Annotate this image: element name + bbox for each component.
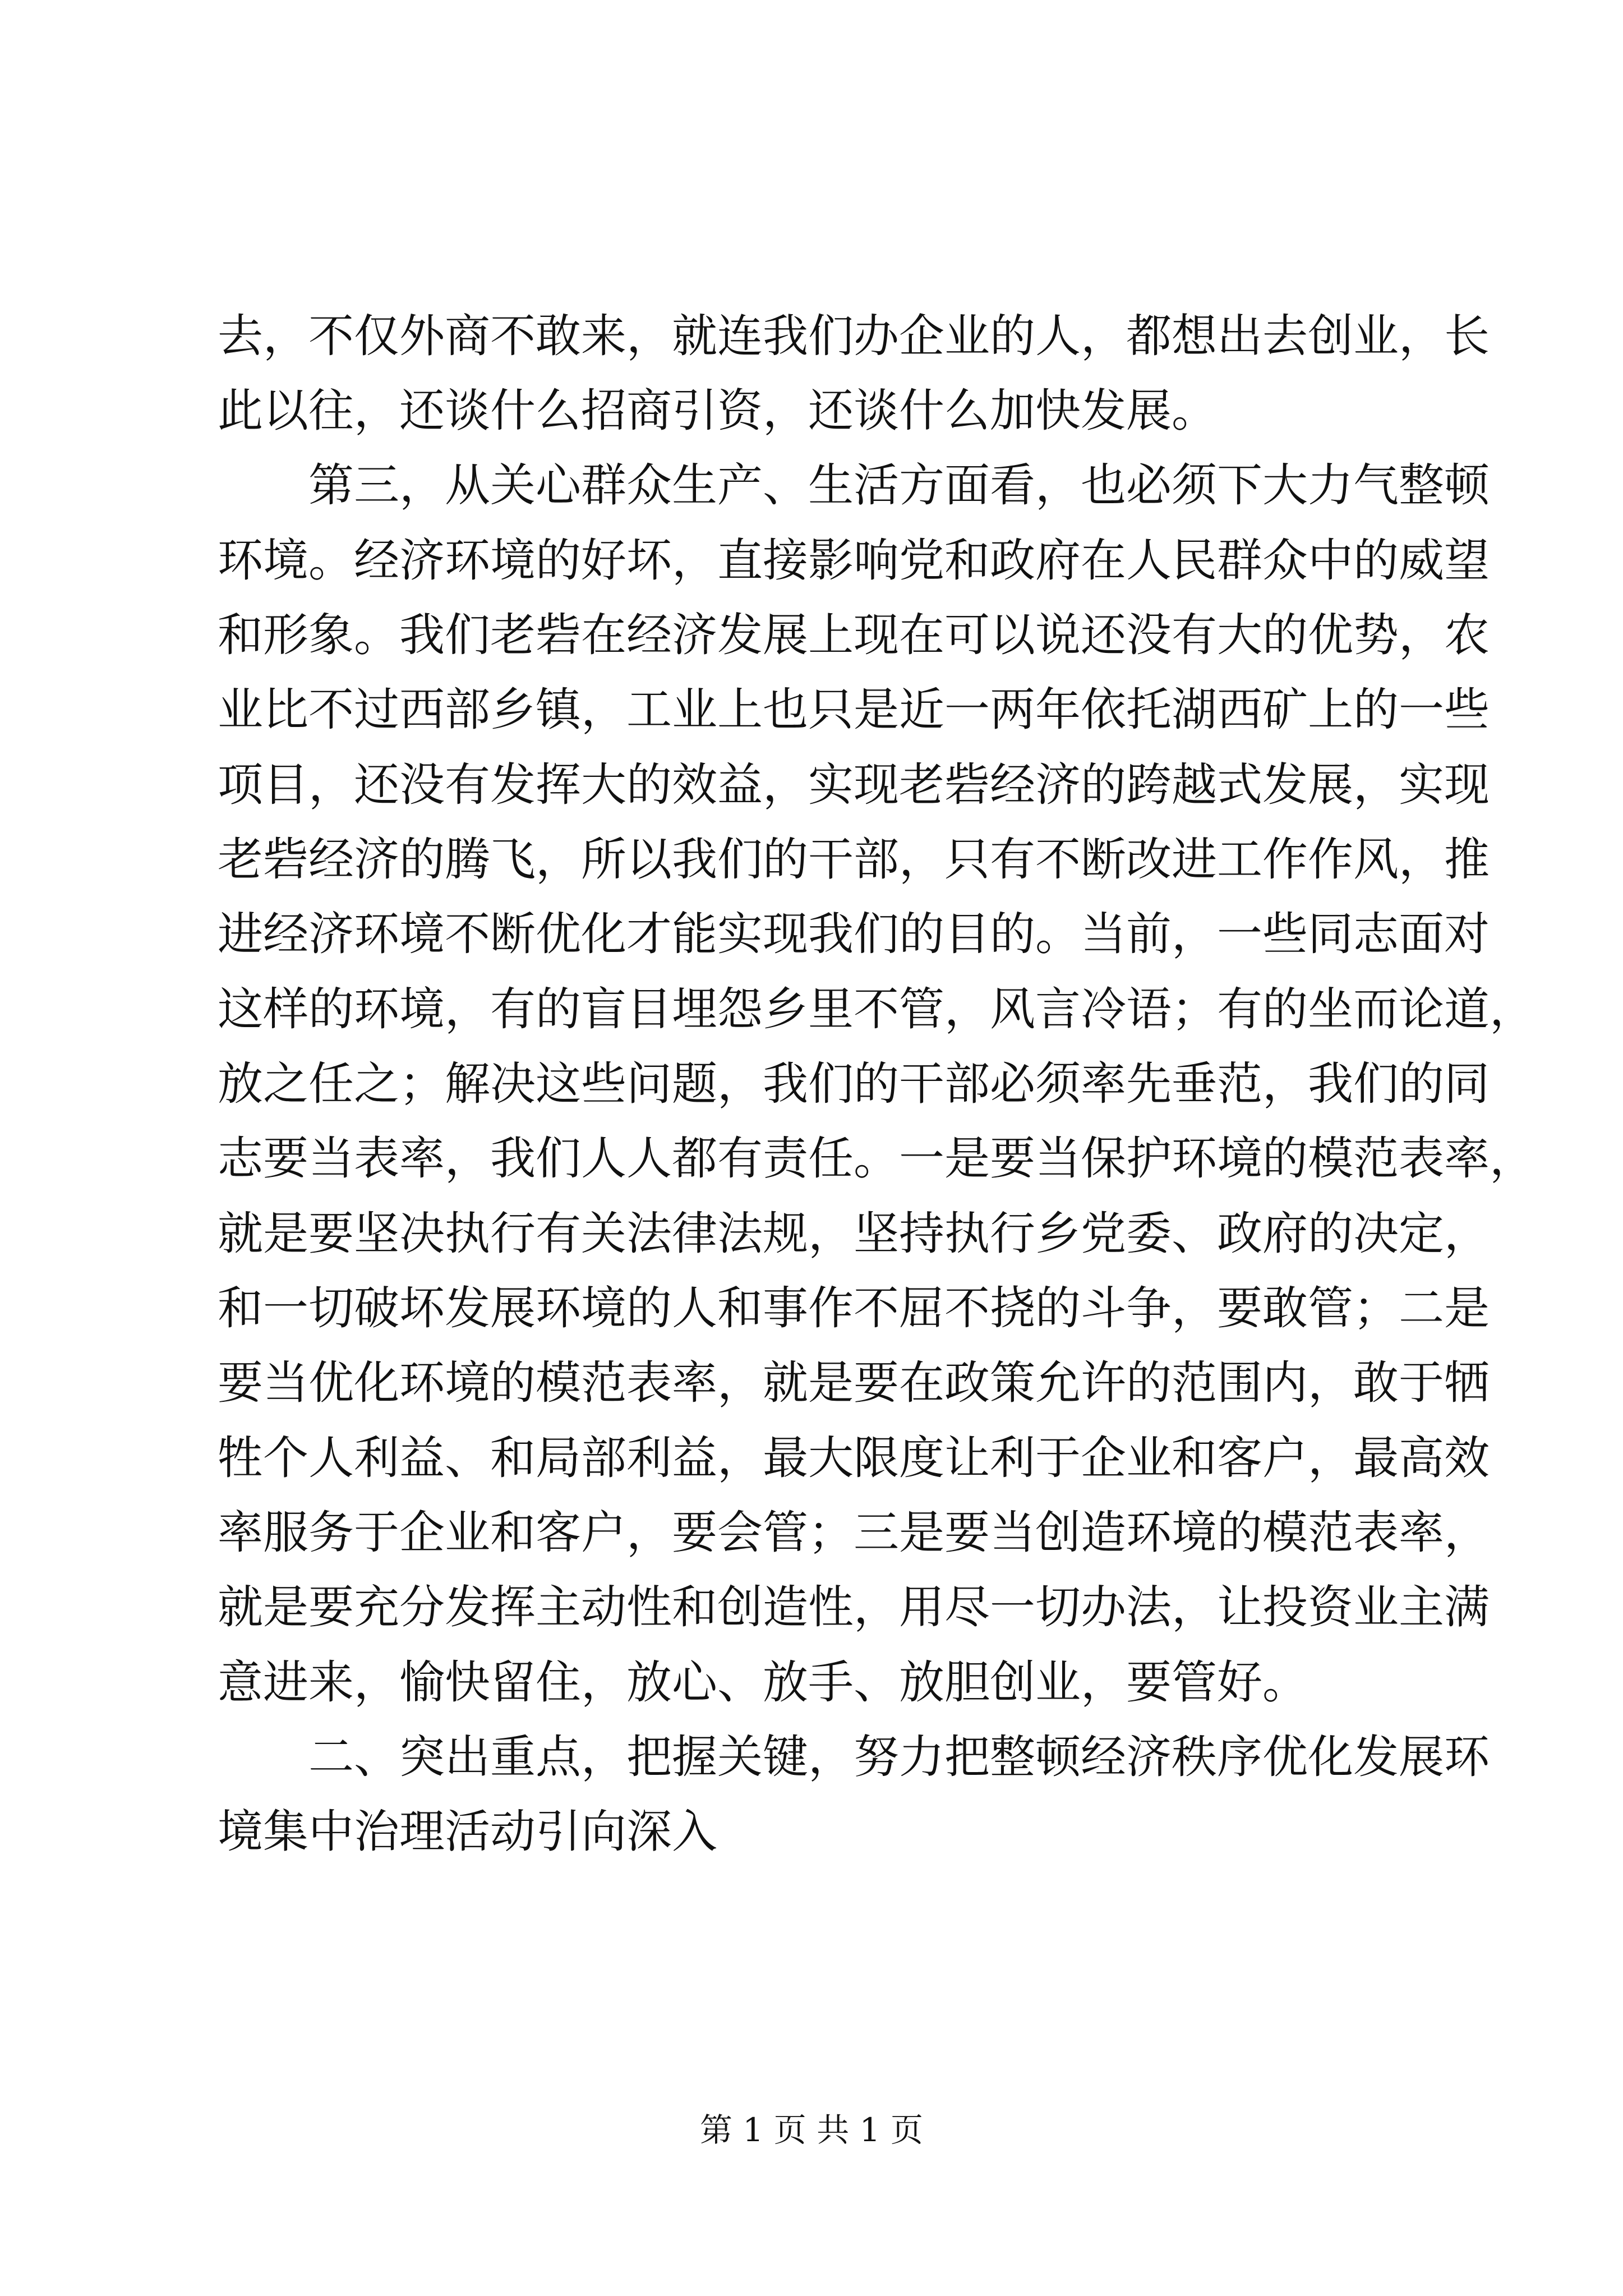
text-line: 第三，从关心群众生产、生活方面看，也必须下大力气整顿 — [308, 459, 1490, 512]
text-line: 和形象。我们老砦在经济发展上现在可以说还没有大的优势，农 — [218, 609, 1490, 662]
text-line: 志要当表率，我们人人都有责任。一是要当保护环境的模范表率， — [218, 1133, 1536, 1185]
text-line: 进经济环境不断优化才能实现我们的目的。当前，一些同志面对 — [218, 908, 1490, 961]
text-line: 业比不过西部乡镇，工业上也只是近一两年依托湖西矿上的一些 — [218, 684, 1490, 737]
text-line: 这样的环境，有的盲目埋怨乡里不管，风言冷语；有的坐而论道， — [218, 983, 1536, 1036]
text-line: 此以往，还谈什么招商引资，还谈什么加快发展。 — [218, 385, 1218, 438]
text-line: 要当优化环境的模范表率，就是要在政策允许的范围内，敢于牺 — [218, 1357, 1490, 1410]
text-line: 意进来，愉快留住，放心、放手、放胆创业，要管好。 — [218, 1657, 1308, 1709]
section-heading-line: 境集中治理活动引向深入 — [218, 1806, 718, 1858]
text-line: 项目，还没有发挥大的效益，实现老砦经济的跨越式发展，实现 — [218, 759, 1490, 812]
text-line: 去，不仅外商不敢来，就连我们办企业的人，都想出去创业，长 — [218, 310, 1490, 363]
text-line: 环境。经济环境的好坏，直接影响党和政府在人民群众中的威望 — [218, 535, 1490, 587]
text-line: 和一切破坏发展环境的人和事作不屈不挠的斗争，要敢管；二是 — [218, 1282, 1490, 1335]
text-line: 就是要坚决执行有关法律法规，坚持执行乡党委、政府的决定， — [218, 1208, 1490, 1260]
text-line: 就是要充分发挥主动性和创造性，用尽一切办法，让投资业主满 — [218, 1581, 1490, 1634]
section-heading-line: 二、突出重点，把握关键，努力把整顿经济秩序优化发展环 — [308, 1731, 1490, 1784]
text-line: 老砦经济的腾飞，所以我们的干部，只有不断改进工作作风，推 — [218, 834, 1490, 886]
text-line: 率服务于企业和客户，要会管；三是要当创造环境的模范表率， — [218, 1507, 1490, 1559]
text-line: 牲个人利益、和局部利益，最大限度让利于企业和客户，最高效 — [218, 1432, 1490, 1485]
text-line: 放之任之；解决这些问题，我们的干部必须率先垂范，我们的同 — [218, 1058, 1490, 1111]
page-number-footer: 第 1 页 共 1 页 — [700, 2111, 923, 2149]
